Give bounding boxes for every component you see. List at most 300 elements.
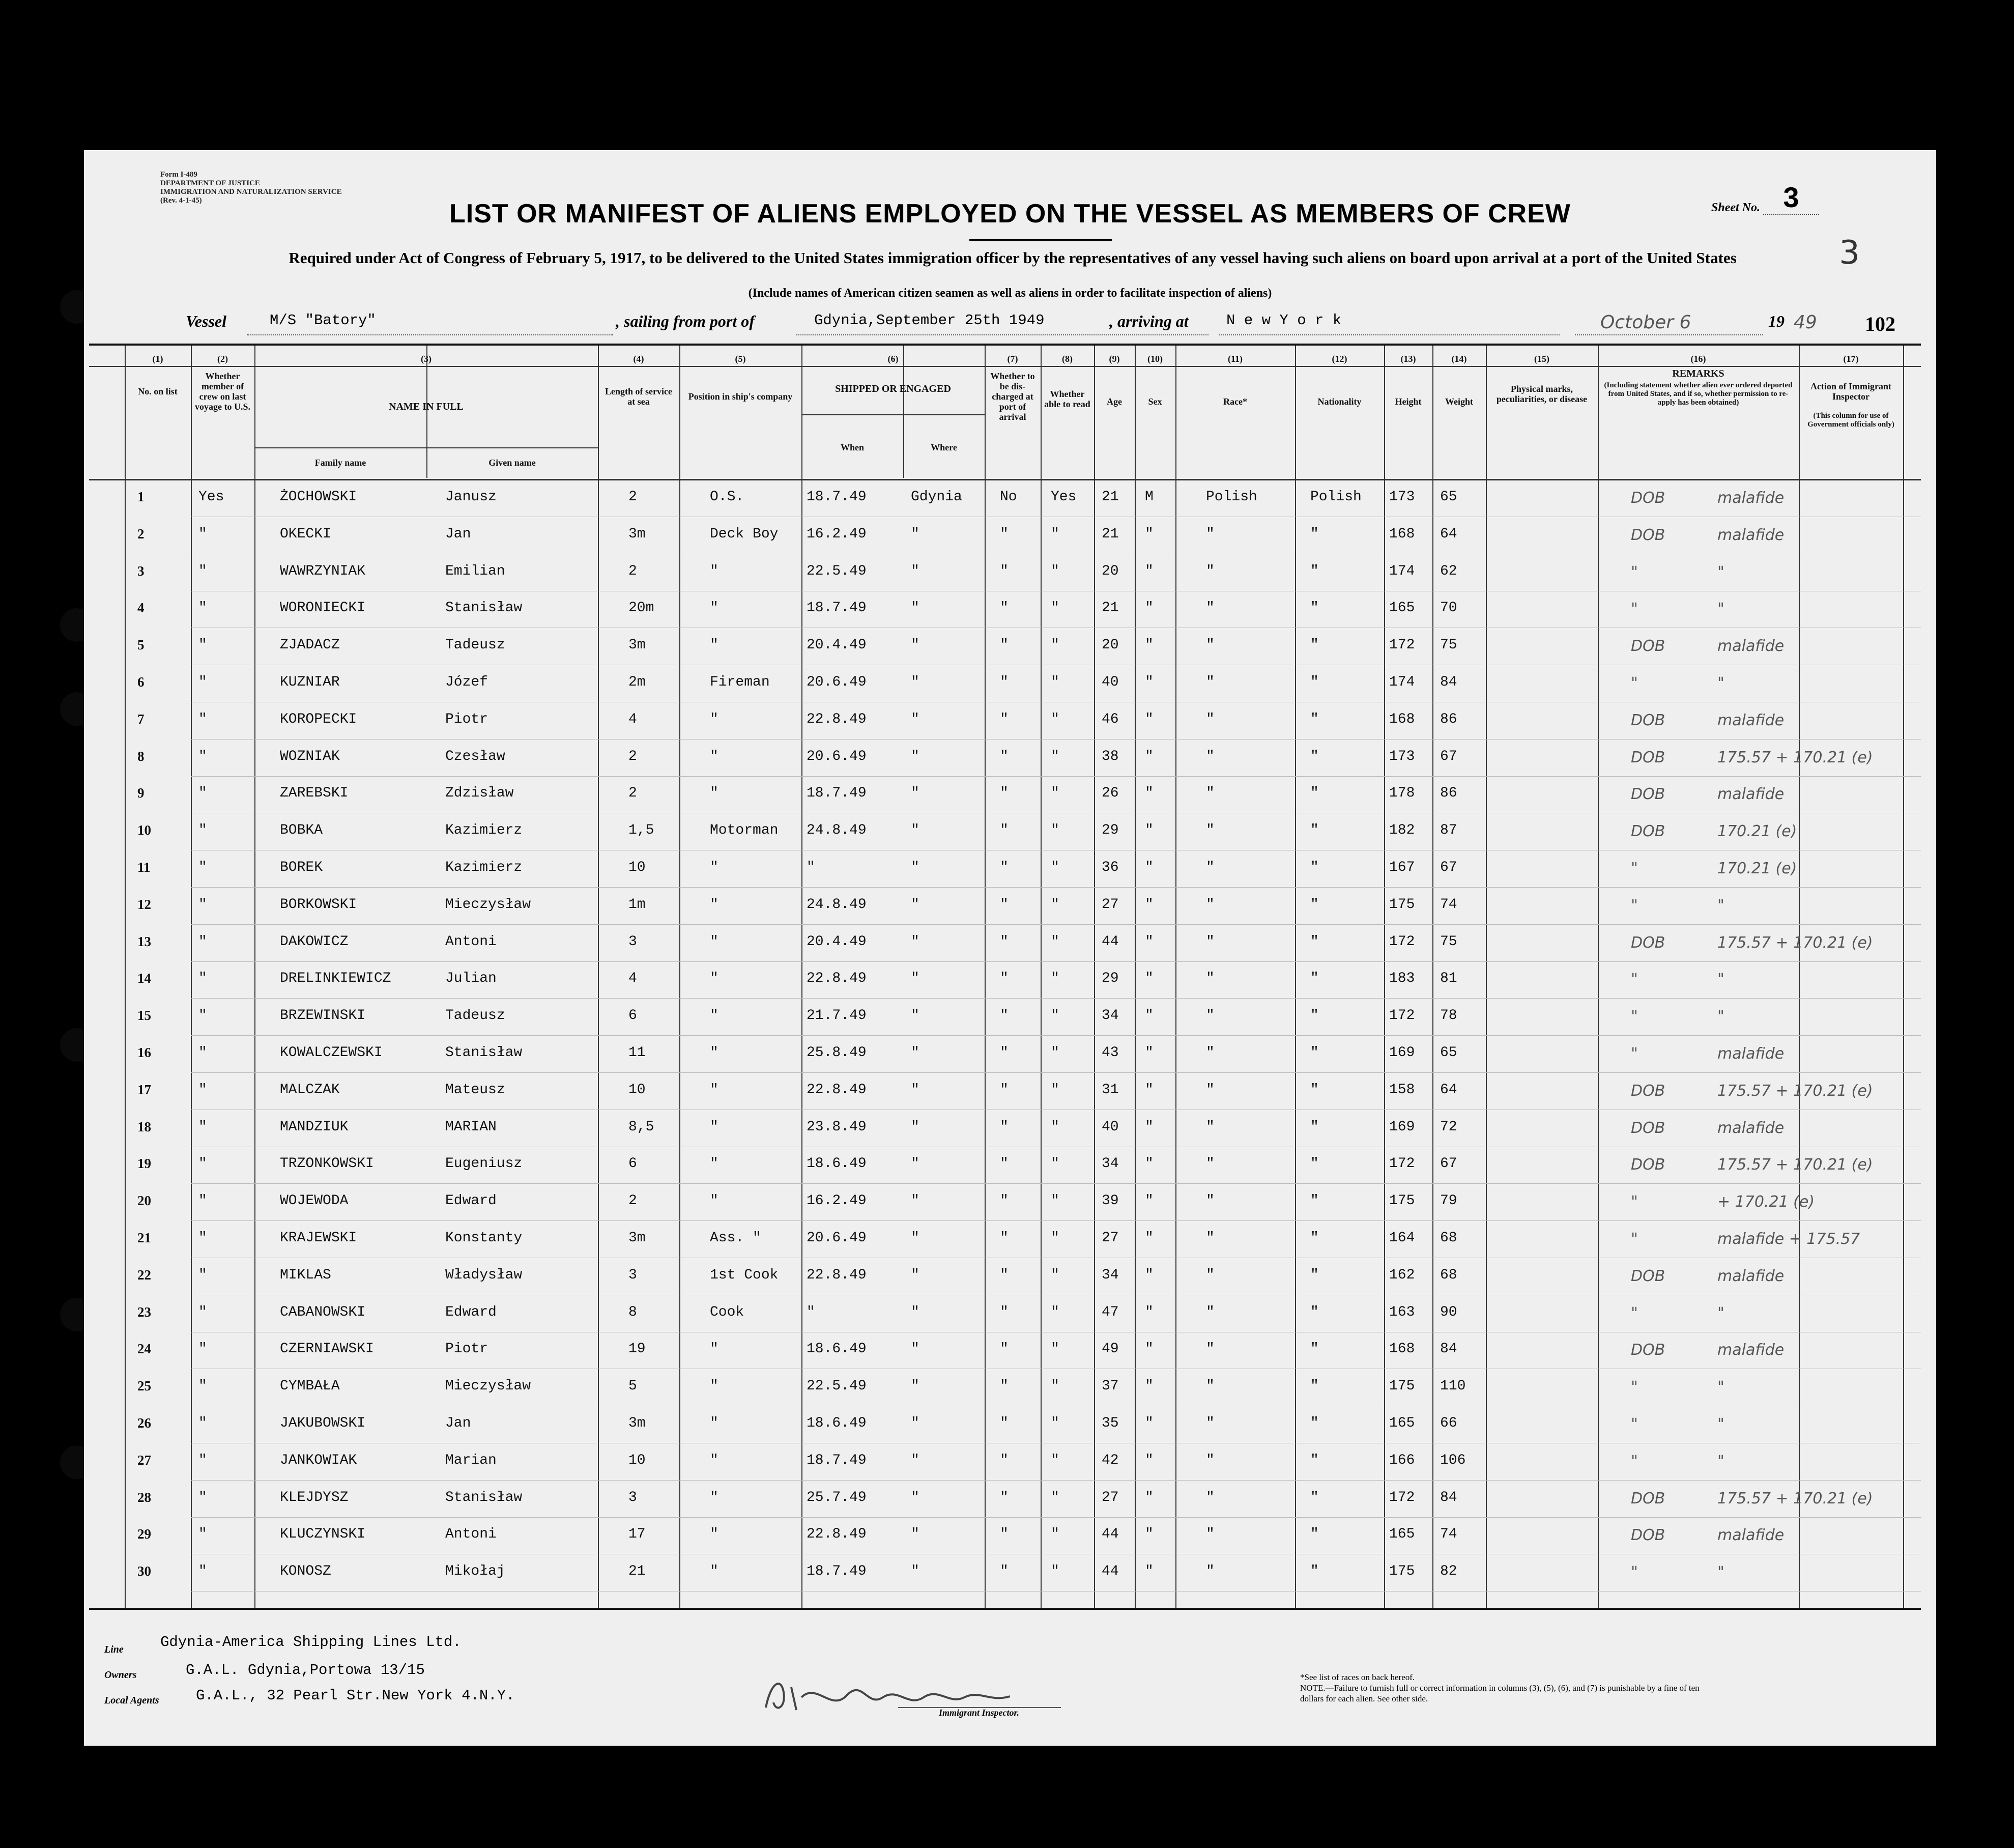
engaged-place: " [911, 1378, 919, 1395]
nationality: " [1310, 1489, 1319, 1505]
height: 169 [1389, 1045, 1415, 1061]
age: 36 [1102, 860, 1119, 875]
service-length: 4 [628, 711, 637, 727]
engaged-place: " [911, 1045, 919, 1061]
read-flag: " [1051, 1415, 1059, 1431]
engaged-place: " [911, 637, 919, 653]
engaged-date: 20.4.49 [807, 933, 867, 950]
sex: " [1145, 1082, 1154, 1098]
sex: M [1145, 489, 1154, 505]
nationality: " [1310, 1082, 1319, 1098]
row-number: 13 [137, 933, 151, 949]
service-length: 2 [628, 1193, 637, 1209]
remark: DOB [1631, 785, 1665, 804]
engaged-date: 23.8.49 [807, 1119, 867, 1135]
service-length: 2 [628, 489, 637, 505]
read-flag: " [1051, 674, 1059, 690]
crew-flag: " [198, 674, 207, 690]
engaged-place: " [911, 1526, 919, 1543]
service-length: 5 [628, 1378, 637, 1395]
read-flag: " [1051, 1230, 1059, 1246]
row-number: 25 [137, 1378, 151, 1394]
form-number: Form I-489 DEPARTMENT OF JUSTICE IMMIGRATION AND NATURALIZATION SERVICE (Rev. 4-1-45) [160, 170, 342, 205]
service-length: 6 [628, 1008, 637, 1024]
table-row [89, 557, 1921, 594]
inspector-action: " [1717, 1378, 1724, 1397]
nationality: " [1310, 785, 1319, 802]
crew-flag: " [198, 600, 207, 616]
footer-note: *See list of races on back hereof. NOTE.—Failure to furnish full or correct information in columns (3), (5), (6), and (7) is punishable by a fine of ten dollars for each alien. See other side. [1300, 1672, 1700, 1703]
race: " [1206, 1415, 1215, 1431]
weight: 74 [1440, 896, 1457, 913]
inspector-action: 170.21 (e) [1717, 860, 1797, 877]
position: Cook [710, 1304, 744, 1320]
crew-flag: " [198, 563, 207, 579]
header-where: Where [931, 442, 957, 452]
engaged-place: " [911, 1119, 919, 1135]
height: 172 [1389, 1156, 1415, 1172]
read-flag: " [1051, 1045, 1059, 1061]
row-number: 29 [137, 1526, 151, 1542]
given-name: Edward [445, 1193, 497, 1209]
weight: 84 [1440, 674, 1457, 690]
crew-flag: " [198, 748, 207, 764]
engaged-date: 22.8.49 [807, 1267, 867, 1283]
header-remarks-note: (Including statement whether alien ever ordered deported from United States, and if so, whether permission to re-apply has been obtained) [1604, 381, 1793, 407]
age: 34 [1102, 1008, 1119, 1024]
table-row [89, 1484, 1921, 1520]
service-length: 21 [628, 1563, 646, 1580]
sex: " [1145, 1156, 1154, 1172]
remark: DOB [1631, 1082, 1665, 1100]
row-number: 16 [137, 1045, 151, 1060]
race: " [1206, 1193, 1215, 1209]
read-flag: " [1051, 1193, 1059, 1209]
read-flag: " [1051, 1267, 1059, 1283]
given-name: Antoni [445, 1526, 497, 1543]
family-name: MANDZIUK [280, 1119, 349, 1135]
engaged-date: 16.2.49 [807, 1193, 867, 1209]
table-row [89, 1076, 1921, 1113]
read-flag: " [1051, 1008, 1059, 1024]
position: " [710, 637, 718, 653]
sex: " [1145, 526, 1154, 542]
sex: " [1145, 1045, 1154, 1061]
read-flag: " [1051, 1526, 1059, 1543]
row-rule [191, 1517, 1921, 1518]
remark: " [1631, 674, 1638, 692]
engaged-place: " [911, 748, 919, 764]
given-name: Piotr [445, 1341, 488, 1357]
engaged-place: " [911, 1156, 919, 1172]
sex: " [1145, 1119, 1154, 1135]
inspector-action: " [1717, 1008, 1724, 1026]
read-flag: " [1051, 822, 1059, 839]
sex: " [1145, 1008, 1154, 1024]
weight: 67 [1440, 748, 1457, 764]
weight: 81 [1440, 971, 1457, 987]
service-length: 1m [628, 896, 646, 913]
given-name: Czesław [445, 748, 505, 764]
row-rule [191, 1480, 1921, 1481]
crew-flag: Yes [198, 489, 224, 505]
inspector-action: " [1717, 674, 1724, 692]
weight: 82 [1440, 1563, 1457, 1580]
engaged-date: 21.7.49 [807, 1008, 867, 1024]
table-row [89, 520, 1921, 557]
weight: 65 [1440, 1045, 1457, 1061]
given-name: Zdzisław [445, 785, 514, 802]
crew-flag: " [198, 896, 207, 913]
family-name: WOJEWODA [280, 1193, 349, 1209]
service-length: 2 [628, 748, 637, 764]
service-length: 10 [628, 860, 646, 875]
race: " [1206, 637, 1215, 653]
given-name: Jan [445, 526, 471, 542]
crew-flag: " [198, 785, 207, 802]
header-read: Whether able to read [1044, 389, 1090, 409]
sex: " [1145, 933, 1154, 950]
family-name: TRZONKOWSKI [280, 1156, 374, 1172]
row-number: 4 [137, 600, 145, 616]
age: 21 [1102, 600, 1119, 616]
family-name: BORKOWSKI [280, 896, 357, 913]
race: " [1206, 896, 1215, 913]
header-physical: Physical marks, peculiarities, or disease [1496, 384, 1588, 404]
height: 175 [1389, 1563, 1415, 1580]
sex: " [1145, 1489, 1154, 1505]
inspector-label: Immigrant Inspector. [939, 1708, 1020, 1718]
weight: 64 [1440, 526, 1457, 542]
service-length: 3 [628, 1267, 637, 1283]
read-flag: " [1051, 526, 1059, 542]
weight: 84 [1440, 1489, 1457, 1505]
engaged-place: " [911, 1193, 919, 1209]
subtitle: Required under Act of Congress of February 5, 1917, to be delivered to the United States immigration officer by the representatives of any vessel having such aliens on board upon arrival at a port of the United States [289, 249, 1737, 267]
read-flag: " [1051, 1489, 1059, 1505]
read-flag: " [1051, 860, 1059, 875]
age: 47 [1102, 1304, 1119, 1320]
age: 29 [1102, 971, 1119, 987]
weight: 67 [1440, 1156, 1457, 1172]
service-length: 19 [628, 1341, 646, 1357]
row-rule [191, 887, 1921, 888]
crew-flag: " [198, 1082, 207, 1098]
weight: 70 [1440, 600, 1457, 616]
position: " [710, 1193, 718, 1209]
height: 174 [1389, 674, 1415, 690]
engaged-date: 18.6.49 [807, 1415, 867, 1431]
sex: " [1145, 1526, 1154, 1543]
given-name: Tadeusz [445, 1008, 505, 1024]
inspector-action: 175.57 + 170.21 (e) [1717, 933, 1873, 952]
remark: DOB [1631, 1119, 1665, 1137]
race: " [1206, 1267, 1215, 1283]
engaged-date: 24.8.49 [807, 822, 867, 839]
family-name: BOREK [280, 860, 323, 875]
service-length: 3m [628, 637, 646, 653]
engaged-date: 20.6.49 [807, 748, 867, 764]
race: " [1206, 1304, 1215, 1320]
position: " [710, 1341, 718, 1357]
race: " [1206, 971, 1215, 987]
crew-flag: " [198, 637, 207, 653]
age: 40 [1102, 1119, 1119, 1135]
row-number: 2 [137, 526, 145, 542]
race: " [1206, 674, 1215, 690]
engaged-place: " [911, 971, 919, 987]
header-shipped: SHIPPED OR ENGAGED [835, 383, 951, 394]
sex: " [1145, 1304, 1154, 1320]
engaged-place: " [911, 1341, 919, 1357]
nationality: " [1310, 822, 1319, 839]
given-name: Władysław [445, 1267, 523, 1283]
position: 1st Cook [710, 1267, 779, 1283]
weight: 65 [1440, 489, 1457, 505]
row-number: 21 [137, 1230, 151, 1245]
engaged-place: " [911, 526, 919, 542]
engaged-place: " [911, 1563, 919, 1580]
table-row [89, 743, 1921, 779]
nationality: " [1310, 1193, 1319, 1209]
sex: " [1145, 822, 1154, 839]
row-number: 10 [137, 822, 151, 838]
discharge-flag: " [1000, 1193, 1009, 1209]
service-length: 11 [628, 1045, 646, 1061]
discharge-flag: " [1000, 1341, 1009, 1357]
table-row [89, 854, 1921, 890]
row-number: 5 [137, 637, 145, 653]
remark: DOB [1631, 711, 1665, 729]
sex: " [1145, 896, 1154, 913]
discharge-flag: " [1000, 971, 1009, 987]
inspector-action: " [1717, 1452, 1724, 1470]
header-height: Height [1395, 396, 1422, 407]
table-row [89, 594, 1921, 631]
sex: " [1145, 600, 1154, 616]
given-name: Mateusz [445, 1082, 505, 1098]
height: 174 [1389, 563, 1415, 579]
weight: 78 [1440, 1008, 1457, 1024]
height: 165 [1389, 1415, 1415, 1431]
row-rule [191, 776, 1921, 777]
header-nationality: Nationality [1317, 396, 1362, 407]
weight: 64 [1440, 1082, 1457, 1098]
age: 26 [1102, 785, 1119, 802]
family-name: KOWALCZEWSKI [280, 1045, 383, 1061]
discharge-flag: " [1000, 1415, 1009, 1431]
weight: 110 [1440, 1378, 1466, 1395]
discharge-flag: " [1000, 526, 1009, 542]
position: " [710, 748, 718, 764]
page-title: LIST OR MANIFEST OF ALIENS EMPLOYED ON THE VESSEL AS MEMBERS OF CREW [449, 199, 1571, 229]
row-number: 27 [137, 1452, 151, 1468]
position: " [710, 600, 718, 616]
header-name: NAME IN FULL [389, 401, 464, 412]
crew-flag: " [198, 1378, 207, 1395]
discharge-flag: " [1000, 1267, 1009, 1283]
given-name: Józef [445, 674, 488, 690]
service-length: 2 [628, 785, 637, 802]
crew-flag: " [198, 526, 207, 542]
age: 34 [1102, 1156, 1119, 1172]
read-flag: " [1051, 1563, 1059, 1580]
row-rule [191, 998, 1921, 999]
given-name: Eugeniusz [445, 1156, 523, 1172]
inspector-action: malafide [1717, 1526, 1785, 1545]
nationality: " [1310, 1230, 1319, 1246]
height: 183 [1389, 971, 1415, 987]
inspector-action: malafide + 175.57 [1717, 1230, 1860, 1248]
age: 21 [1102, 526, 1119, 542]
table-row [89, 1298, 1921, 1335]
header-action-note: (This column for use of Government officials only) [1807, 412, 1894, 429]
nationality: " [1310, 600, 1319, 616]
title-rule [969, 239, 1112, 241]
family-name: ŻOCHOWSKI [280, 489, 357, 505]
remark: " [1631, 860, 1638, 877]
discharge-flag: " [1000, 860, 1009, 875]
height: 175 [1389, 896, 1415, 913]
inspector-action: + 170.21 (e) [1717, 1193, 1815, 1211]
family-name: ZJADACZ [280, 637, 340, 653]
crew-table: (1) (2) (3) (4) (5) (6) (7) (8) (9) (10) (11) (12) (13) (14) (15) (16) (17) No. on list Whether member of crew on last voyage to U.S. NAME IN FULL Family name Given name Length of service at sea Position in ship's company SHIPPED OR ENGAGED When Where Whether to be dis-charged at port of arrival Whether able to read Age Sex Race* Nationality Height Weight Physical marks, peculiarities, or disease REMARKS (Including statement whether alien ever ordered deported from United States, and if so, whether permission to re-apply has been obtained) Action of Immigrant Inspector (This column for use of Government officials only) 1 Yes ŻOCHOWSKI Janusz 2 O.S. 18.7.49 Gdynia No Yes 21 M Polish Polish 173 65 DOB malafide 2 " OKECKI Jan 3m Deck Boy 16.2.49 " " " 21 " " " 168 64 DOB malafide 3 " WAWRZYNIAK Emilian 2 " 22.5.49 " " " 20 " " " 174 62 " " 4 " WORONIECKI Stanisław 20m " 18.7.49 " " " 21 " " " 165 70 " " 5 " ZJADACZ Tadeusz 3m " 20.4.49 " " " 20 " " " 172 75 DOB malafide 6 " KUZNIAR Józef 2m Fireman 20.6.49 " " " 40 " " " 174 84 " " 7 " KOROPECKI Piotr 4 " 22.8.49 " " " 46 " " " 168 86 DOB malafide 8 " WOZNIAK Czesław 2 " 20.6.49 " " " 38 " " " 173 67 DOB 175.57 + 170.21 (e) 9 " ZAREBSKI Zdzisław 2 " 18.7.49 " " " 26 " " " 178 86 DOB malafide 10 " BOBKA Kazimierz 1,5 Motorman 24.8.49 " " " 29 " " " 182 87 DOB 170.21 (e) 11 " BOREK Kazimierz 10 " " " " " 36 " " " 167 67 " 170.21 (e) 12 " BORKOWSKI Mieczysław 1m " 24.8.49 " " " 27 " " " 175 74 " " 13 " DAKOWICZ Antoni 3 " 20.4.49 " " " 44 " " " 172 75 DOB 175.57 + 170.21 (e) 14 " DRELINKIEWICZ Julian 4 " 22.8.49 " " " 29 " " " 183 81 " " 15 " BRZEWINSKI Tadeusz 6 " 21.7.49 " " " 34 " " " 172 78 " " 16 " KOWALCZEWSKI Stanisław 11 " 25.8.49 " " " 43 " " " 169 65 " malafide 17 " MALCZAK Mateusz 10 " 22.8.49 " " " 31 " " " 158 64 DOB 175.57 + 170.21 (e) 18 " MANDZIUK MARIAN 8,5 " 23.8.49 " " " 40 " " " 169 72 DOB malafide 19 " TRZONKOWSKI Eugeniusz 6 " 18.6.49 " " " 34 " " " 172 67 DOB 175.57 + 170.21 (e) 20 " WOJEWODA Edward 2 " 16.2.49 " " " 39 " " " 175 79 " + 170.21 (e) 21 " KRAJEWSKI Konstanty 3m Ass. " 20.6.49 " " " 27 " " " 164 68 " malafide + 175.57 22 " MIKLAS Władysław 3 1st Cook 22.8.49 " " " 34 " " " 162 68 DOB malafide 23 " CABANOWSKI Edward 8 Cook " " " " 47 " " " 163 90 " " 24 " CZERNIAWSKI Piotr 19 " 18.6.49 " " " 49 " " " 168 84 DOB malafide 25 " CYMBAŁA Mieczysław 5 " 22.5.49 " " " 37 " " " 175 110 " " 26 " JAKUBOWSKI Jan 3m " 18.6.49 " " " 35 " " " 165 66 " " 27 " JANKOWIAK Marian 10 " 18.7.49 " " " 42 " " " 166 106 " " 28 " KLEJDYSZ Stanisław 3 " 25.7.49 " " " 27 " " " 172 84 DOB 175.57 + 170.21 (e) 29 " KLUCZYNSKI Antoni 17 " 22.8.49 " " " 44 " " " 165 74 DOB malafide 30 " KONOSZ Mikołaj 21 " 18.7.49 " " " 44 " " " 175 82 " " [89, 344, 1921, 1610]
row-rule [191, 924, 1921, 925]
header-given: Given name [488, 458, 536, 468]
crew-flag: " [198, 1489, 207, 1505]
height: 165 [1389, 600, 1415, 616]
height: 165 [1389, 1526, 1415, 1543]
height: 166 [1389, 1452, 1415, 1468]
row-number: 20 [137, 1193, 151, 1209]
remark: " [1631, 1378, 1638, 1397]
given-name: Mieczysław [445, 1378, 531, 1395]
remark: DOB [1631, 1267, 1665, 1285]
position: " [710, 1045, 718, 1061]
service-length: 4 [628, 971, 637, 987]
table-row [89, 964, 1921, 1001]
family-name: OKECKI [280, 526, 331, 542]
family-name: CYMBAŁA [280, 1378, 340, 1395]
manifest-sheet [84, 150, 1936, 1746]
remark: DOB [1631, 637, 1665, 656]
height: 168 [1389, 526, 1415, 542]
weight: 75 [1440, 933, 1457, 950]
weight: 68 [1440, 1267, 1457, 1283]
table-row [89, 1261, 1921, 1298]
engaged-date: 25.8.49 [807, 1045, 867, 1061]
nationality: " [1310, 1341, 1319, 1357]
sex: " [1145, 1230, 1154, 1246]
table-row [89, 705, 1921, 742]
race: " [1206, 526, 1215, 542]
weight: 84 [1440, 1341, 1457, 1357]
engaged-place: " [911, 1008, 919, 1024]
service-length: 3 [628, 1489, 637, 1505]
family-name: ZAREBSKI [280, 785, 349, 802]
discharge-flag: No [1000, 489, 1017, 505]
remark: " [1631, 971, 1638, 989]
nationality: " [1310, 1119, 1319, 1135]
crew-flag: " [198, 1341, 207, 1357]
engaged-date: 20.6.49 [807, 674, 867, 690]
age: 37 [1102, 1378, 1119, 1395]
family-name: BRZEWINSKI [280, 1008, 366, 1024]
nationality: " [1310, 933, 1319, 950]
remark: " [1631, 1008, 1638, 1026]
nationality: " [1310, 1156, 1319, 1172]
discharge-flag: " [1000, 1230, 1009, 1246]
race: " [1206, 1008, 1215, 1024]
row-number: 6 [137, 674, 145, 690]
remark: DOB [1631, 526, 1665, 544]
nationality: " [1310, 637, 1319, 653]
age: 44 [1102, 933, 1119, 950]
engaged-date: 18.7.49 [807, 489, 867, 505]
position: " [710, 1008, 718, 1024]
position: " [710, 860, 718, 875]
crew-flag: " [198, 1415, 207, 1431]
given-name: Tadeusz [445, 637, 505, 653]
given-name: Mieczysław [445, 896, 531, 913]
age: 31 [1102, 1082, 1119, 1098]
family-name: KRAJEWSKI [280, 1230, 357, 1246]
position: " [710, 1119, 718, 1135]
nationality: " [1310, 674, 1319, 690]
table-row [89, 1409, 1921, 1446]
discharge-flag: " [1000, 1304, 1009, 1320]
given-name: Antoni [445, 933, 497, 950]
agents-label: Local Agents [104, 1695, 159, 1706]
family-name: KLEJDYSZ [280, 1489, 349, 1505]
position: " [710, 1082, 718, 1098]
nationality: Polish [1310, 489, 1362, 505]
weight: 90 [1440, 1304, 1457, 1320]
discharge-flag: " [1000, 933, 1009, 950]
family-name: KONOSZ [280, 1563, 331, 1580]
departure-port: Gdynia,September 25th 1949 [814, 312, 1045, 329]
given-name: Marian [445, 1452, 497, 1468]
discharge-flag: " [1000, 1563, 1009, 1580]
race: " [1206, 1119, 1215, 1135]
read-flag: " [1051, 1452, 1059, 1468]
row-number: 1 [137, 489, 145, 504]
weight: 86 [1440, 711, 1457, 727]
nationality: " [1310, 1304, 1319, 1320]
row-number: 17 [137, 1082, 151, 1097]
inspector-action: " [1717, 563, 1724, 581]
row-rule [191, 961, 1921, 962]
owners-value: G.A.L. Gdynia,Portowa 13/15 [186, 1662, 425, 1679]
inspector-action: malafide [1717, 785, 1785, 804]
service-length: 20m [628, 600, 654, 616]
remark: " [1631, 1045, 1638, 1063]
sex: " [1145, 711, 1154, 727]
discharge-flag: " [1000, 1156, 1009, 1172]
engaged-date: 22.5.49 [807, 563, 867, 579]
row-number: 7 [137, 711, 145, 727]
row-rule [191, 1072, 1921, 1073]
table-row [89, 1150, 1921, 1186]
discharge-flag: " [1000, 563, 1009, 579]
read-flag: " [1051, 600, 1059, 616]
engaged-date: 22.5.49 [807, 1378, 867, 1395]
inspector-action: malafide [1717, 489, 1785, 507]
height: 168 [1389, 711, 1415, 727]
header-race: Race* [1223, 396, 1247, 407]
given-name: Kazimierz [445, 822, 523, 839]
header-age: Age [1107, 396, 1122, 407]
